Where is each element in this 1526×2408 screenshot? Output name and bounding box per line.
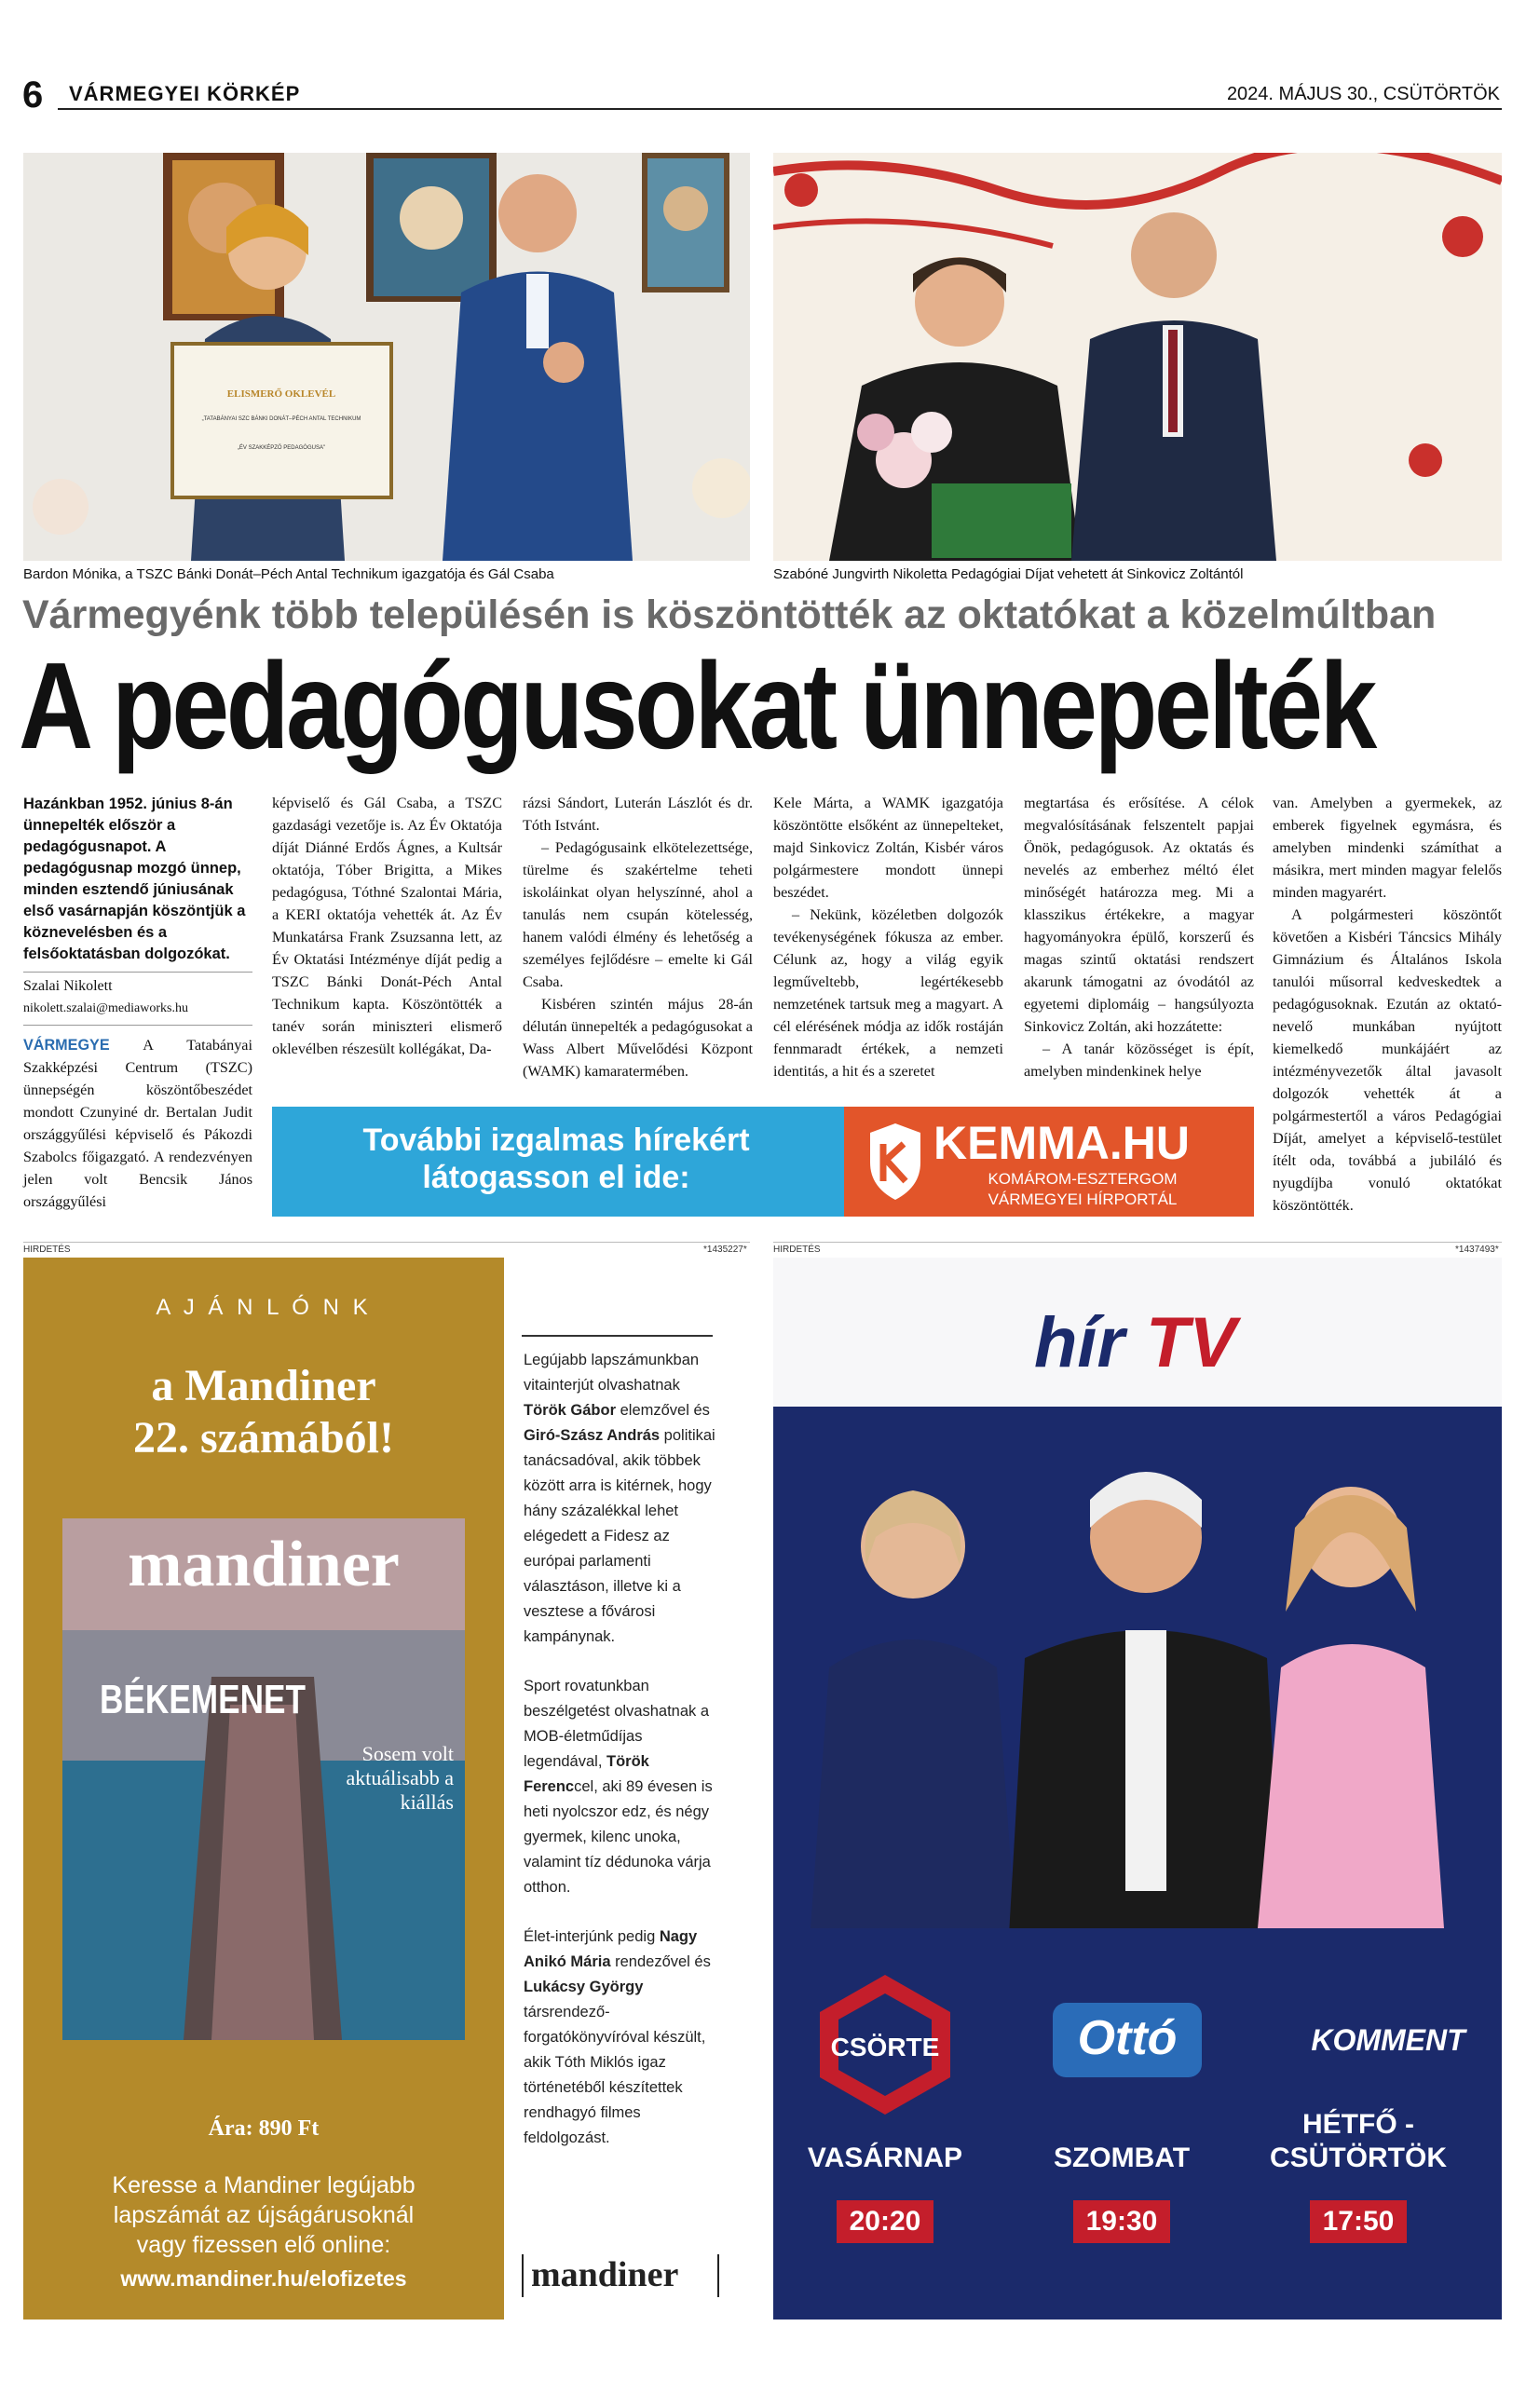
show-name-otto: Ottó [1077, 2011, 1178, 2065]
article-col6-p1: van. Amelyben a gyermekek, az emberek figyelnek egymásra, és amelyben mindenki számíthat a másikra, mert minden magyar felelős minden magyarért. [1273, 795, 1502, 901]
mandiner-title2: 22. számából! [133, 1413, 394, 1462]
issue-date: 2024. MÁJUS 30., CSÜTÖRTÖK [1226, 84, 1500, 104]
mandiner-cover-brand: mandiner [128, 1529, 400, 1600]
lead-divider [23, 972, 252, 973]
mandiner-side-p3: Élet-interjúnk pedig Nagy Anikó Mária rendezővel és Lukácsy György társrendező-forgatókönyvíróval készült, akik Tóth Miklós igaz történetéből készítettek rendhagyó filmes feldolgozást. [524, 1928, 711, 2146]
mandiner-url[interactable]: www.mandiner.hu/elofizetes [120, 2266, 407, 2291]
article-tag: VÁRMEGYE [23, 1037, 110, 1054]
banner-logo-panel [844, 1107, 1254, 1217]
mandiner-logo-bar-right [717, 2254, 719, 2297]
mandiner-logo-bar-left [522, 2254, 524, 2297]
mandiner-side-text [524, 1348, 719, 2175]
mandiner-logo: mandiner [531, 2255, 679, 2294]
article-col3-p1: rázsi Sándort, Luterán Lászlót és dr. Tóth Istvánt. [523, 795, 753, 834]
mandiner-price: Ára: 890 Ft [208, 2116, 320, 2141]
article-author: Szalai Nikolett [23, 978, 113, 994]
mandiner-cta2: lapszámát az újságárusoknál [113, 2202, 415, 2228]
show-day-hetfo: HÉTFŐ - [1302, 2109, 1414, 2140]
banner-site[interactable]: KEMMA.HU [933, 1117, 1190, 1169]
photo-right [773, 153, 1502, 561]
mandiner-ajanlonk: A J Á N L Ó N K [156, 1295, 372, 1320]
article-col3-p2: – Pedagógusaink elkötelezettsége, türelme és szakértelme teheti iskoláinkat olyan helyszínné, ahol a tanulás nem csupán kötelesség, hanem valódi élmény és lehetőség a személyes fejlődésre – emelte ki Gál Csaba. [523, 839, 753, 990]
banner-text [272, 1107, 840, 1217]
mandiner-cover[interactable] [62, 1518, 465, 2040]
article-col4 [773, 792, 1003, 1082]
show-day-vasarnap: VASÁRNAP [807, 2143, 963, 2173]
show-day-csutortok: CSÜTÖRTÖK [1270, 2143, 1447, 2173]
article-col1 [23, 1034, 252, 1213]
article-col4-p1: Kele Márta, a WAMK igazgatója köszöntötte elsőként az ünnepelteket, majd Sinkovicz Zoltán, Kisbér város polgármestere mondott ünnepi beszédet. [773, 795, 1003, 901]
show-name-komment: KOMMENT [1311, 2023, 1465, 2057]
mandiner-side-p2: Sport rovatunkban beszélgetést olvashatnak a MOB-életműdíjas legendával, Török Ferenccel, aki 89 évesen is heti nyolcszor edz, és négy gyermek, kilenc unoka, valamint tíz dédunoka várja otthon. [524, 1678, 713, 1896]
article-col3-p3: Kisbéren szintén május 28-án délután ünnepelték a pedagógusokat a Wass Albert Művelődési Központ (WAMK) kamaratermében. [523, 996, 753, 1080]
mandiner-ad[interactable] [23, 1258, 504, 2320]
article-col5 [1024, 792, 1254, 1082]
author-email: nikolett.szalai@mediaworks.hu [23, 1001, 188, 1015]
show-time-otto: 19:30 [1085, 2206, 1158, 2237]
ad-right-label: HIRDETÉS [773, 1245, 821, 1255]
mandiner-cta [23, 2170, 504, 2260]
shield-icon [868, 1122, 922, 1202]
ad-right-code: *1437493* [1455, 1245, 1499, 1255]
certificate-title: ELISMERŐ OKLEVÉL [226, 388, 336, 400]
show-time-komment: 17:50 [1322, 2206, 1395, 2237]
mandiner-cta1: Keresse a Mandiner legújabb [112, 2172, 416, 2198]
mandiner-cover-sub: Sosem volt aktuálisabb a kiállás [346, 1742, 454, 1814]
article-col3 [523, 792, 753, 1082]
article-col4-p2: – Nekünk, közéletben dolgozók tevékenységének fókusza az ember. Célunk az, hogy a világ egyik legműveltebb, legértékesebb nemzetének tartsuk meg a magyart. A cél elérésének módja az idők rostáján fennmaradt értékek, a nemzeti identitás, a hit és a szeretet [773, 906, 1003, 1080]
banner-line1: További izgalmas hírekért [362, 1122, 750, 1158]
article-col5-p1: megtartása és erősítése. A célok megvalósításának felszentelt papjai Önök, pedagógusok. Az oktatás és nevelés az emberhez méltó élet minőségét határozza meg. Mi a klasszikus értékekre, a magyar hagyományokra épülő, korszerű és magas szintű oktatási rendszert akarunk támogatni az óvodától az egyetemi diplomáig – hangsúlyozta Sinkovicz Zoltán, aki hozzátette: [1024, 795, 1254, 1035]
show-time-csorte: 20:20 [849, 2206, 921, 2237]
photo-left-caption: Bardon Mónika, a TSZC Bánki Donát–Péch Antal Technikum igazgatója és Gál Csaba [23, 566, 554, 582]
article-col6 [1273, 792, 1502, 1217]
article-col2 [272, 792, 502, 1060]
show-name-csorte: CSÖRTE [830, 2033, 940, 2061]
article-headline: A pedagógusokat ünnepelték [19, 637, 1374, 774]
ad-left-divider [23, 1242, 750, 1243]
mandiner-cta3: vagy fizessen elő online: [136, 2232, 391, 2258]
mandiner-title1: a Mandiner [151, 1361, 376, 1410]
hirtv-ad[interactable] [773, 1258, 1502, 2320]
article-lead: Hazánkban 1952. június 8-án ünnepelték először a pedagógusnapot. A pedagógusnap mozgó ünnep, minden esztendő júniusának első vasárnapján köszöntjük a köznevelésben és a felsőoktatásban dolgozókat. [23, 796, 246, 962]
show-day-szombat: SZOMBAT [1053, 2143, 1191, 2173]
article-col6-p2: A polgármesteri köszöntőt követően a Kisbéri Táncsics Mihály Gimnázium és Általános Iskola tanulói műsorral kedveskedtek a pedagógusoknak. Ezután az oktató-nevelő munkában nyújtott kiemelkedő munkájáért az intézményvezetők által javasolt dolgozók vehették át a polgármestertől a város Pedagógiai Díját, amelyet a képviselő-testület ítélt oda, továbbá a jubiláló és nyugdíjba vonuló oktatókat köszöntötték. [1273, 906, 1502, 1214]
article-col2-text: képviselő és Gál Csaba, a TSZC gazdasági vezetője is. Az Év Oktatója díját Diánné Erdős Ágnes, a Kultsár oktatója, Tóber Brigitta, a Mikes pedagógusa, Tóthné Szalontai Mária, a KERI oktatója vehették át. Az Év Munkatársa Frank Zsuzsanna lett, az Év Oktatási Intézménye díját pedig a TSZC Bánki Donát-Péch Antal Technikum kapta. Köszöntötték a tanév során miniszteri elismerő oklevélben részesült kollégákat, Da- [272, 795, 502, 1057]
hirtv-logo-tv: TV [1146, 1303, 1237, 1382]
mandiner-side-p1: Legújabb lapszámunkban vitainterjút olvashatnak Török Gábor elemzővel és Giró-Szász András politikai tanácsadóval, akik többek között arra is kitérnek, hogy hány százalékkal lehet elégedett a Fidesz az európai parlamenti választáson, illetve ki a vesztese a fővárosi kampánynak. [524, 1352, 715, 1645]
author-divider [23, 1025, 252, 1026]
article-kicker: Vármegyénk több településén is köszöntötték az oktatókat a közelmúltban [22, 592, 1437, 637]
photo-left [23, 153, 750, 561]
banner-line2: látogasson el ide: [422, 1160, 690, 1195]
section-title: VÁRMEGYEI KÖRKÉP [69, 82, 301, 105]
header-divider [58, 108, 1502, 110]
article-col5-p2: – A tanár közösséget is épít, amelyben mindenkinek helye [1024, 1041, 1254, 1080]
photo-right-illustration [773, 153, 1502, 561]
page-number: 6 [22, 75, 44, 116]
mandiner-cover-headline: BÉKEMENET [100, 1677, 306, 1722]
banner-sub1: KOMÁROM-ESZTERGOM [988, 1170, 1178, 1188]
kemma-banner[interactable] [272, 1107, 1254, 1217]
certificate-line2: „ÉV SZAKKÉPZŐ PEDAGÓGUSA" [237, 445, 326, 451]
article-col1-text: A Tatabányai Szakképzési Centrum (TSZC) ünnepségén köszöntőbeszédet mondott Czunyiné dr. Bertalan Judit országgyűlési képviselő és Pákozdi Szabolcs főigazgató. A rendezvényen jelen volt Bencsik János országgyűlési [23, 1037, 252, 1210]
photo-left-illustration [23, 153, 750, 561]
ad-left-label: HIRDETÉS [23, 1245, 71, 1255]
ad-left-code: *1435227* [703, 1245, 747, 1255]
certificate-line1: „TATABÁNYAI SZC BÁNKI DONÁT–PÉCH ANTAL TECHNIKUM [201, 416, 361, 422]
mandiner-side-divider [522, 1335, 713, 1337]
banner-sub2: VÁRMEGYEI HÍRPORTÁL [988, 1190, 1178, 1208]
ad-right-divider [773, 1242, 1502, 1243]
hirtv-logo-text: hír [1034, 1303, 1125, 1382]
photo-right-caption: Szabóné Jungvirth Nikoletta Pedagógiai Díjat vehetett át Sinkovicz Zoltántól [773, 566, 1244, 582]
